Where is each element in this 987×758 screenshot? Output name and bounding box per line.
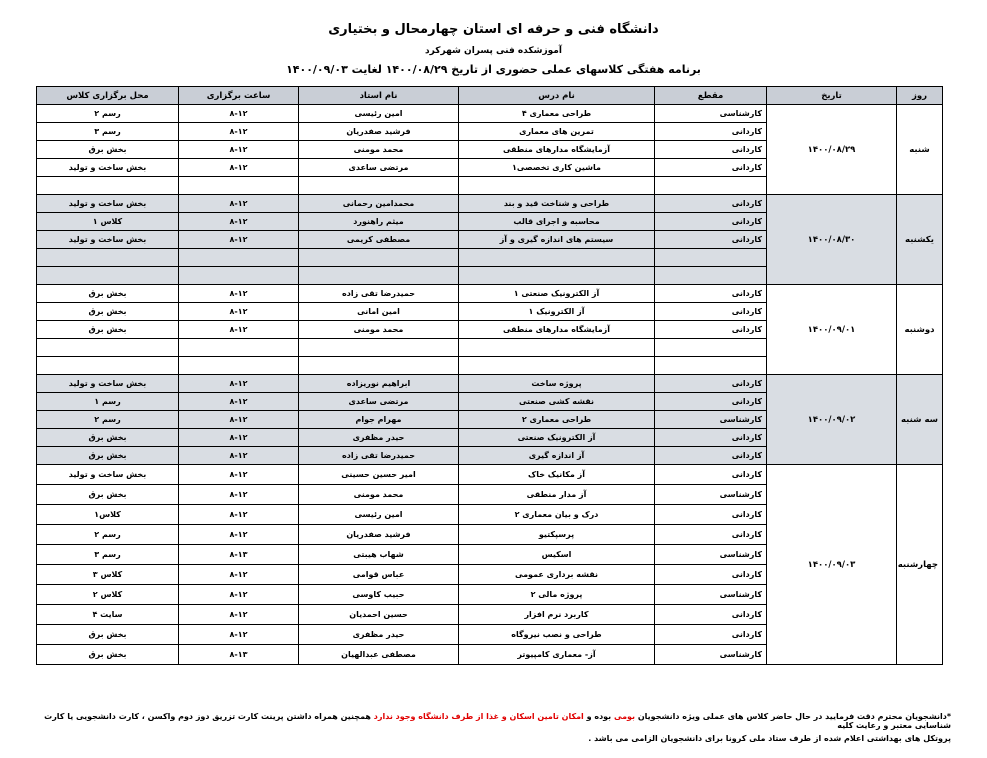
course-cell: نقشه کشی صنعتی — [459, 393, 655, 411]
schedule-title: برنامه هفتگی کلاسهای عملی حضوری از تاریخ ۱۴۰۰/۰۸/۲۹ لغایت ۱۴۰۰/۰۹/۰۳ — [286, 63, 701, 76]
room-cell — [37, 267, 179, 285]
instructor-cell: مصطفی عبدالهیان — [299, 645, 459, 665]
course-cell: ماشین کاری تخصصی۱ — [459, 159, 655, 177]
course-cell: سیستم های اندازه گیری و آز — [459, 231, 655, 249]
degree-cell: کاردانی — [655, 285, 767, 303]
degree-cell: کارشناسی — [655, 645, 767, 665]
room-cell: کلاس ۲ — [37, 585, 179, 605]
room-cell: بخش برق — [37, 321, 179, 339]
room-cell: بخش برق — [37, 645, 179, 665]
degree-cell: کاردانی — [655, 321, 767, 339]
degree-cell: کارشناسی — [655, 585, 767, 605]
header-degree: مقطع — [655, 87, 767, 105]
degree-cell: کارشناسی — [655, 485, 767, 505]
time-cell: ۸-۱۲ — [179, 429, 299, 447]
instructor-cell — [299, 339, 459, 357]
degree-cell — [655, 339, 767, 357]
room-cell: رسم ۲ — [37, 525, 179, 545]
course-cell: کاربرد نرم افزار — [459, 605, 655, 625]
instructor-cell: امین رئیسی — [299, 505, 459, 525]
table-row — [37, 285, 943, 303]
room-cell: کلاس۱ — [37, 505, 179, 525]
course-cell: درک و بیان معماری ۲ — [459, 505, 655, 525]
course-cell: آز الکترونیک ۱ — [459, 303, 655, 321]
instructor-cell: حمیدرضا تقی زاده — [299, 285, 459, 303]
instructor-cell: محمد مومنی — [299, 485, 459, 505]
room-cell — [37, 339, 179, 357]
room-cell — [37, 177, 179, 195]
degree-cell: کاردانی — [655, 429, 767, 447]
time-cell: ۸-۱۲ — [179, 625, 299, 645]
instructor-cell — [299, 177, 459, 195]
time-cell: ۸-۱۲ — [179, 393, 299, 411]
time-cell: ۸-۱۲ — [179, 411, 299, 429]
instructor-cell: میثم راهنورد — [299, 213, 459, 231]
footer-note-part3: همچنین همراه داشتن پرینت کارت تزریق دوز دوم واکسن ، کارت دانشجویی یا کارت شناسایی معتبر و رعایت کلیه — [44, 712, 951, 730]
instructor-cell: امین امانی — [299, 303, 459, 321]
instructor-cell: محمد مومنی — [299, 321, 459, 339]
header-instructor: نام استاد — [299, 87, 459, 105]
course-cell: آز الکترونیک صنعتی — [459, 429, 655, 447]
time-cell: ۸-۱۲ — [179, 447, 299, 465]
instructor-cell: فرشید صفدریان — [299, 525, 459, 545]
instructor-cell: مرتضی ساعدی — [299, 159, 459, 177]
degree-cell — [655, 357, 767, 375]
instructor-cell: فرشید صفدریان — [299, 123, 459, 141]
course-cell: آزمایشگاه مدارهای منطقی — [459, 321, 655, 339]
course-cell: آز اندازه گیری — [459, 447, 655, 465]
room-cell: رسم ۲ — [37, 105, 179, 123]
header-room: محل برگزاری کلاس — [37, 87, 179, 105]
footer-note-red1: بومی — [613, 712, 636, 721]
degree-cell: کاردانی — [655, 141, 767, 159]
table-row — [37, 105, 943, 123]
room-cell: بخش برق — [37, 625, 179, 645]
date-cell: ۱۴۰۰/۰۹/۰۳ — [767, 465, 897, 665]
course-cell: طراحی معماری ۴ — [459, 105, 655, 123]
time-cell — [179, 249, 299, 267]
table-row — [37, 465, 943, 485]
degree-cell — [655, 267, 767, 285]
college-title: آموزشکده فنی پسران شهرکرد — [425, 46, 562, 56]
time-cell: ۸-۱۲ — [179, 485, 299, 505]
time-cell: ۸-۱۲ — [179, 231, 299, 249]
room-cell — [37, 357, 179, 375]
course-cell: آز مکانیک خاک — [459, 465, 655, 485]
time-cell: ۸-۱۲ — [179, 525, 299, 545]
schedule-table — [36, 86, 943, 665]
instructor-cell: شهاب هیبتی — [299, 545, 459, 565]
footer-note-part1: *دانشجویان محترم دقت فرمایید در حال حاضر کلاس های عملی ویژه دانشجویان — [635, 712, 951, 721]
time-cell: ۸-۱۲ — [179, 505, 299, 525]
course-cell: پروژه مالی ۲ — [459, 585, 655, 605]
table-row — [37, 375, 943, 393]
time-cell — [179, 177, 299, 195]
time-cell: ۸-۱۲ — [179, 321, 299, 339]
degree-cell: کاردانی — [655, 393, 767, 411]
course-cell: پرسپکتیو — [459, 525, 655, 545]
time-cell: ۸-۱۲ — [179, 159, 299, 177]
degree-cell: کاردانی — [655, 465, 767, 485]
course-cell: آزمایشگاه مدارهای منطقی — [459, 141, 655, 159]
room-cell: کلاس ۳ — [37, 565, 179, 585]
room-cell: رسم ۳ — [37, 545, 179, 565]
header-row — [37, 87, 943, 105]
time-cell: ۸-۱۲ — [179, 105, 299, 123]
day-cell: شنبه — [897, 105, 943, 195]
day-cell: چهارشنبه — [897, 465, 943, 665]
course-cell — [459, 339, 655, 357]
table-row — [37, 195, 943, 213]
degree-cell: کاردانی — [655, 231, 767, 249]
time-cell: ۸-۱۲ — [179, 195, 299, 213]
instructor-cell: حیدر مظفری — [299, 625, 459, 645]
degree-cell: کاردانی — [655, 447, 767, 465]
instructor-cell — [299, 267, 459, 285]
date-cell: ۱۴۰۰/۰۹/۰۱ — [767, 285, 897, 375]
course-cell: طراحی و شناخت قید و بند — [459, 195, 655, 213]
time-cell: ۸-۱۲ — [179, 565, 299, 585]
degree-cell: کاردانی — [655, 303, 767, 321]
room-cell: بخش ساخت و تولید — [37, 465, 179, 485]
time-cell: ۸-۱۳ — [179, 545, 299, 565]
degree-cell: کارشناسی — [655, 545, 767, 565]
header-day: روز — [897, 87, 943, 105]
time-cell: ۸-۱۲ — [179, 285, 299, 303]
university-title: دانشگاه فنی و حرفه ای استان چهارمحال و بختیاری — [328, 22, 659, 37]
time-cell: ۸-۱۲ — [179, 465, 299, 485]
room-cell: رسم ۳ — [37, 123, 179, 141]
course-cell: محاسبه و اجرای قالب — [459, 213, 655, 231]
room-cell: بخش ساخت و تولید — [37, 195, 179, 213]
time-cell: ۸-۱۲ — [179, 585, 299, 605]
instructor-cell: عباس قوامی — [299, 565, 459, 585]
course-cell: پروژه ساخت — [459, 375, 655, 393]
instructor-cell: مصطفی کریمی — [299, 231, 459, 249]
footer-note-line1 — [36, 712, 951, 730]
room-cell: بخش ساخت و تولید — [37, 231, 179, 249]
room-cell: سایت ۴ — [37, 605, 179, 625]
instructor-cell: مرتضی ساعدی — [299, 393, 459, 411]
time-cell: ۸-۱۲ — [179, 605, 299, 625]
course-cell: تمرین های معماری — [459, 123, 655, 141]
header-time: ساعت برگزاری — [179, 87, 299, 105]
instructor-cell: مهرام جوام — [299, 411, 459, 429]
course-cell: نقشه برداری عمومی — [459, 565, 655, 585]
room-cell: بخش برق — [37, 303, 179, 321]
footer-note-line2: پروتکل های بهداشتی اعلام شده از طرف ستاد ملی کرونا برای دانشجویان الزامی می باشد . — [588, 734, 951, 743]
instructor-cell: حیدر مظفری — [299, 429, 459, 447]
course-cell: آز الکترونیک صنعتی ۱ — [459, 285, 655, 303]
time-cell: ۸-۱۲ — [179, 213, 299, 231]
room-cell: کلاس ۱ — [37, 213, 179, 231]
room-cell: بخش ساخت و تولید — [37, 375, 179, 393]
date-cell: ۱۴۰۰/۰۸/۳۰ — [767, 195, 897, 285]
time-cell: ۸-۱۲ — [179, 141, 299, 159]
course-cell: طراحی و نصب نیروگاه — [459, 625, 655, 645]
room-cell: بخش برق — [37, 447, 179, 465]
room-cell: بخش برق — [37, 141, 179, 159]
course-cell: آز مدار منطقی — [459, 485, 655, 505]
room-cell: بخش برق — [37, 285, 179, 303]
date-cell: ۱۴۰۰/۰۸/۲۹ — [767, 105, 897, 195]
course-cell — [459, 249, 655, 267]
footer-note-part2: بوده و — [583, 712, 614, 721]
room-cell: بخش برق — [37, 485, 179, 505]
instructor-cell: محمد مومنی — [299, 141, 459, 159]
date-cell: ۱۴۰۰/۰۹/۰۲ — [767, 375, 897, 465]
instructor-cell: ابراهیم نوریزاده — [299, 375, 459, 393]
schedule-body — [37, 105, 943, 665]
degree-cell: کاردانی — [655, 605, 767, 625]
instructor-cell: حبیب کاوسی — [299, 585, 459, 605]
room-cell: بخش ساخت و تولید — [37, 159, 179, 177]
degree-cell: کارشناسی — [655, 411, 767, 429]
instructor-cell: محمدامین رحمانی — [299, 195, 459, 213]
time-cell: ۸-۱۲ — [179, 123, 299, 141]
day-cell: یکشنبه — [897, 195, 943, 285]
degree-cell: کاردانی — [655, 625, 767, 645]
degree-cell: کاردانی — [655, 525, 767, 545]
degree-cell: کاردانی — [655, 505, 767, 525]
instructor-cell: امیر حسین حسینی — [299, 465, 459, 485]
instructor-cell — [299, 357, 459, 375]
instructor-cell: امین رئیسی — [299, 105, 459, 123]
header-course: نام درس — [459, 87, 655, 105]
course-cell — [459, 357, 655, 375]
time-cell — [179, 339, 299, 357]
room-cell: رسم ۱ — [37, 393, 179, 411]
course-cell: طراحی معماری ۲ — [459, 411, 655, 429]
instructor-cell: حسین احمدیان — [299, 605, 459, 625]
time-cell: ۸-۱۲ — [179, 375, 299, 393]
course-cell: آز- معماری کامپیوتر — [459, 645, 655, 665]
time-cell: ۸-۱۳ — [179, 645, 299, 665]
degree-cell: کاردانی — [655, 195, 767, 213]
instructor-cell: حمیدرضا تقی زاده — [299, 447, 459, 465]
header-date: تاریخ — [767, 87, 897, 105]
day-cell: سه شنبه — [897, 375, 943, 465]
course-cell — [459, 177, 655, 195]
time-cell — [179, 357, 299, 375]
room-cell: بخش برق — [37, 429, 179, 447]
degree-cell: کاردانی — [655, 375, 767, 393]
course-cell: اسکیس — [459, 545, 655, 565]
degree-cell: کاردانی — [655, 159, 767, 177]
course-cell — [459, 267, 655, 285]
room-cell: رسم ۲ — [37, 411, 179, 429]
degree-cell: کاردانی — [655, 213, 767, 231]
footer-note-red2: امکان تامین اسکان و غذا از طرف دانشگاه وجود ندارد — [373, 712, 584, 721]
time-cell — [179, 267, 299, 285]
degree-cell: کاردانی — [655, 565, 767, 585]
degree-cell: کاردانی — [655, 123, 767, 141]
degree-cell — [655, 249, 767, 267]
time-cell: ۸-۱۲ — [179, 303, 299, 321]
instructor-cell — [299, 249, 459, 267]
day-cell: دوشنبه — [897, 285, 943, 375]
degree-cell — [655, 177, 767, 195]
degree-cell: کارشناسی — [655, 105, 767, 123]
room-cell — [37, 249, 179, 267]
